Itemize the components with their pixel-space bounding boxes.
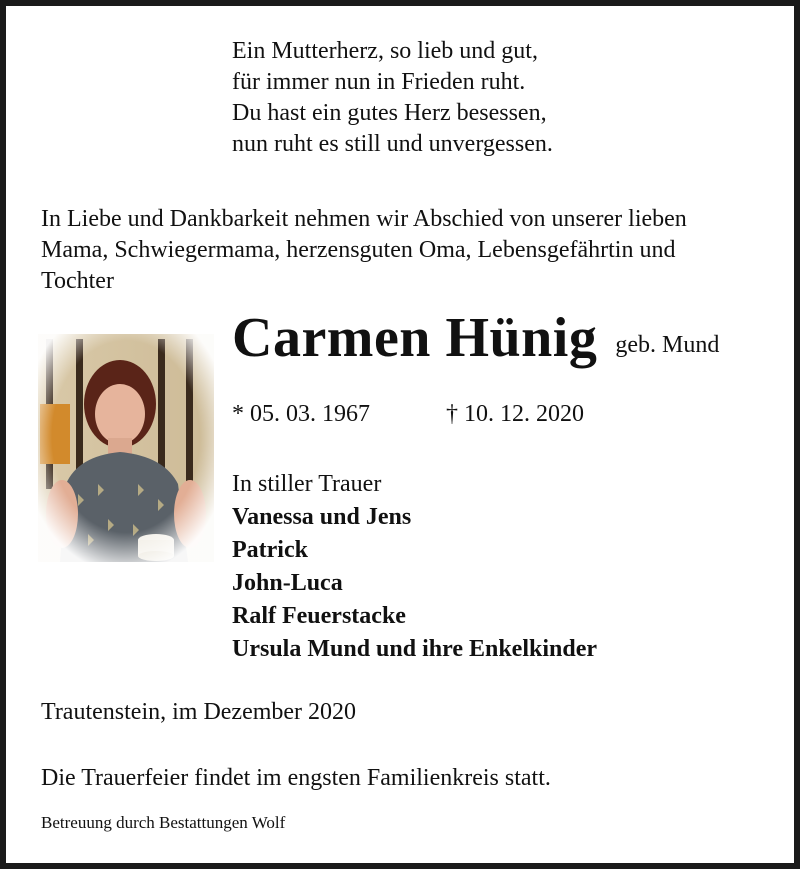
birth-date: * 05. 03. 1967 xyxy=(232,401,370,427)
funeral-note: Die Trauerfeier findet im engsten Familienkreis statt. xyxy=(41,765,551,791)
mourner-name: Vanessa und Jens xyxy=(232,504,412,530)
maiden-name: geb. Mund xyxy=(615,332,720,358)
poem-line: Ein Mutterherz, so lieb und gut, xyxy=(232,38,538,64)
farewell-intro xyxy=(41,204,781,297)
place-and-date: Trautenstein, im Dezember 2020 xyxy=(41,699,357,725)
intro-line: Mama, Schwiegermama, herzensguten Oma, Lebensgefährtin und xyxy=(41,237,676,263)
death-date: † 10. 12. 2020 xyxy=(446,401,584,427)
undertaker-credit: Betreuung durch Bestattungen Wolf xyxy=(41,813,286,832)
mourners-list xyxy=(232,468,597,666)
poem-line: Du hast ein gutes Herz besessen, xyxy=(232,100,547,126)
memorial-poem xyxy=(232,36,553,160)
intro-line: In Liebe und Dankbarkeit nehmen wir Abschied von unserer lieben xyxy=(41,206,687,232)
deceased-heading xyxy=(232,306,719,370)
mourner-name: John-Luca xyxy=(232,570,343,596)
mourner-name: Patrick xyxy=(232,537,308,563)
poem-line: für immer nun in Frieden ruht. xyxy=(232,69,526,95)
mourner-name: Ursula Mund und ihre Enkelkinder xyxy=(232,636,598,662)
mourner-name: Ralf Feuerstacke xyxy=(232,603,406,629)
deceased-name: Carmen Hünig xyxy=(232,307,598,369)
mourning-heading: In stiller Trauer xyxy=(232,471,382,497)
intro-line: Tochter xyxy=(41,268,114,294)
poem-line: nun ruht es still und unvergessen. xyxy=(232,131,553,157)
portrait-photo xyxy=(38,334,214,562)
